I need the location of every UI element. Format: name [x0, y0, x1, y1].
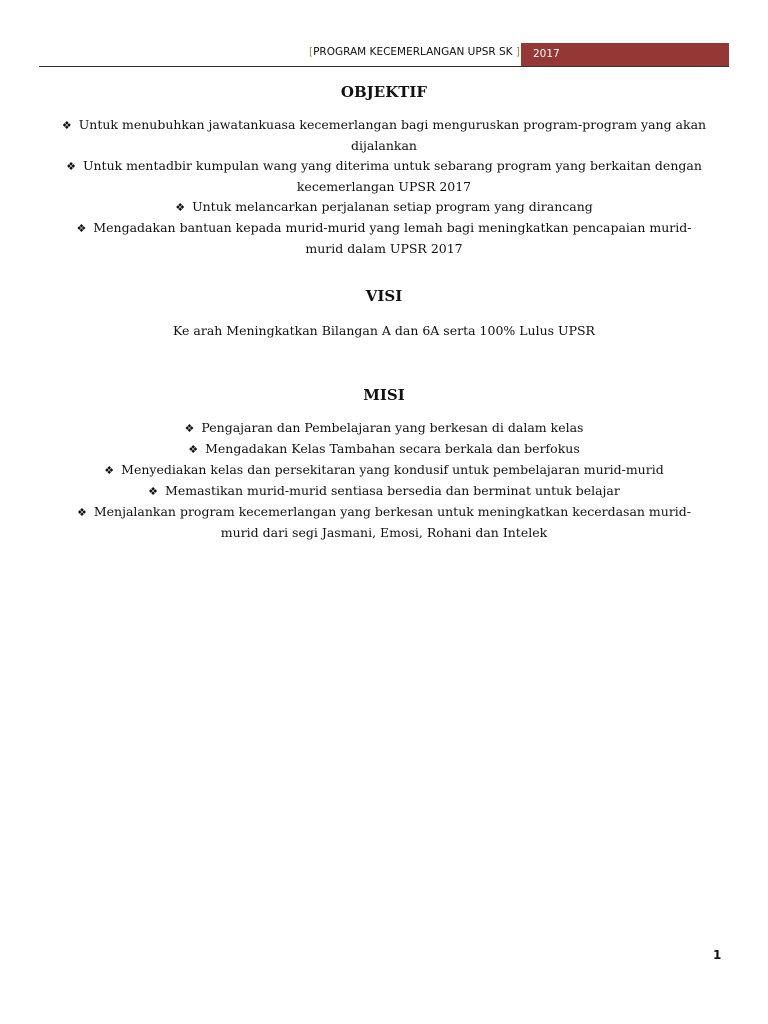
list-item [60, 460, 708, 481]
header-year-box [521, 43, 729, 67]
list-item [60, 197, 708, 218]
objektif-item-text: Untuk menubuhkan jawatankuasa kecemerlangan bagi menguruskan program-program yang akan dijalankan [78, 117, 707, 153]
misi-title: MISI [363, 386, 405, 404]
diamond-bullet-icon: ❖ [175, 201, 186, 214]
list-item [60, 439, 708, 460]
objektif-item-text: Untuk mentadbir kumpulan wang yang diterima untuk sebarang program yang berkaitan dengan kecemerlangan UPSR 2017 [82, 158, 702, 194]
visi-text: Ke arah Meningkatkan Bilangan A dan 6A serta 100% Lulus UPSR [173, 323, 595, 338]
misi-item-text: Pengajaran dan Pembelajaran yang berkesan di dalam kelas [201, 420, 584, 435]
diamond-bullet-icon: ❖ [76, 222, 87, 235]
misi-item-text: Memastikan murid-murid sentiasa bersedia dan berminat untuk belajar [165, 483, 620, 498]
list-item [60, 156, 708, 197]
header-rule [39, 66, 729, 67]
misi-item-text: Mengadakan Kelas Tambahan secara berkala dan berfokus [205, 441, 580, 456]
list-item [60, 218, 708, 259]
diamond-bullet-icon: ❖ [66, 160, 76, 173]
diamond-bullet-icon: ❖ [61, 119, 72, 132]
diamond-bullet-icon: ❖ [184, 422, 195, 435]
list-item [60, 115, 708, 156]
diamond-bullet-icon: ❖ [76, 506, 87, 519]
list-item [60, 481, 708, 502]
list-item [60, 502, 708, 543]
diamond-bullet-icon: ❖ [188, 443, 199, 456]
list-item [60, 418, 708, 439]
header-title [140, 46, 520, 58]
header-bracket-close: ] [515, 46, 520, 58]
misi-item-text: Menyediakan kelas dan persekitaran yang kondusif untuk pembelajaran murid-murid [121, 462, 664, 477]
header-year: 2017 [533, 48, 560, 60]
objektif-list [60, 115, 708, 259]
objektif-item-text: Mengadakan bantuan kepada murid-murid yang lemah bagi meningkatkan pencapaian murid-murid dalam UPSR 2017 [93, 220, 692, 256]
page-header [0, 43, 768, 67]
objektif-title: OBJEKTIF [340, 83, 428, 101]
page-number: 1 [713, 948, 722, 962]
diamond-bullet-icon: ❖ [148, 485, 159, 498]
objektif-item-text: Untuk melancarkan perjalanan setiap program yang dirancang [192, 199, 593, 214]
header-bracket-open: [ [308, 46, 314, 58]
visi-title: VISI [365, 287, 403, 305]
diamond-bullet-icon: ❖ [104, 464, 115, 477]
misi-item-text: Menjalankan program kecemerlangan yang berkesan untuk meningkatkan kecerdasan murid-murid dari segi Jasmani, Emosi, Rohani dan Intelek [93, 504, 692, 540]
header-title-text: PROGRAM KECEMERLANGAN UPSR SK [313, 46, 513, 58]
misi-list [60, 418, 708, 543]
